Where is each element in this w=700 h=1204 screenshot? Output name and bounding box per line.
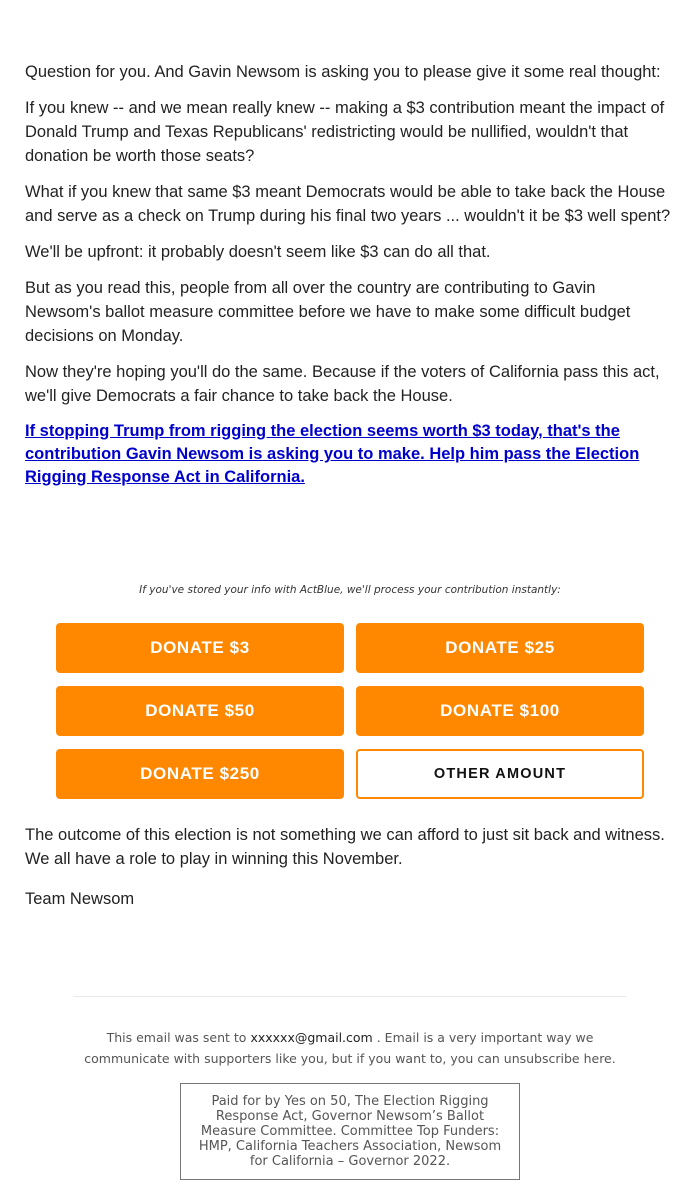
paid-for-disclaimer: Paid for by Yes on 50, The Election Rigging Response Act, Governor Newsom’s Ballot Measure Committee. Committee Top Funders: HMP, California Teachers Association, Newsom for California – Governor 2022.: [180, 1083, 520, 1180]
sent-suffix: . Email is a very important way we communicate with supporters like you, but if you want to, you can: [84, 1030, 594, 1066]
recipient-email: xxxxxx@gmail.com: [250, 1030, 373, 1045]
footer-divider: [73, 996, 626, 997]
actblue-note: If you've stored your info with ActBlue, we'll process your contribution instantly:: [139, 584, 561, 596]
closing-section: [25, 823, 675, 923]
donate-100-button[interactable]: DONATE $100: [356, 686, 644, 736]
donate-cta-link[interactable]: If stopping Trump from rigging the election seems worth $3 today, that's the contribution Gavin Newsom is asking you to make. Help him pass the Election Rigging Response Act in California.: [25, 422, 640, 486]
donate-250-button[interactable]: DONATE $250: [56, 749, 344, 799]
signature: Team Newsom: [25, 890, 135, 908]
body-paragraph-1: Question for you. And Gavin Newsom is asking you to please give it some real thought:: [25, 63, 661, 81]
body-paragraph-3: What if you knew that same $3 meant Democrats would be able to take back the House and serve as a check on Trump during his final two years ... wouldn't it be $3 well spent?: [25, 183, 671, 225]
body-paragraph-5: But as you read this, people from all over the country are contributing to Gavin Newsom's ballot measure committee before we have to make some difficult budget decisions on Monday.: [25, 279, 631, 345]
email-body: [25, 60, 675, 489]
donate-3-button[interactable]: DONATE $3: [56, 623, 344, 673]
body-paragraph-6: Now they're hoping you'll do the same. Because if the voters of California pass this act, we'll give Democrats a fair chance to take back the House.: [25, 363, 660, 405]
body-paragraph-4: We'll be upfront: it probably doesn't seem like $3 can do all that.: [25, 243, 491, 261]
footer-sent-notice: [80, 1027, 620, 1069]
body-paragraph-2: If you knew -- and we mean really knew -- making a $3 contribution meant the impact of Donald Trump and Texas Republicans' redistricting would be nullified, wouldn't that donation be worth those seats?: [25, 99, 665, 165]
sent-prefix: This email was sent to: [106, 1030, 247, 1045]
donate-25-button[interactable]: DONATE $25: [356, 623, 644, 673]
closing-paragraph: The outcome of this election is not something we can afford to just sit back and witness. We all have a role to play in winning this November.: [25, 826, 665, 868]
unsubscribe-link[interactable]: unsubscribe here.: [503, 1051, 616, 1066]
other-amount-button[interactable]: OTHER AMOUNT: [356, 749, 644, 799]
donate-50-button[interactable]: DONATE $50: [56, 686, 344, 736]
